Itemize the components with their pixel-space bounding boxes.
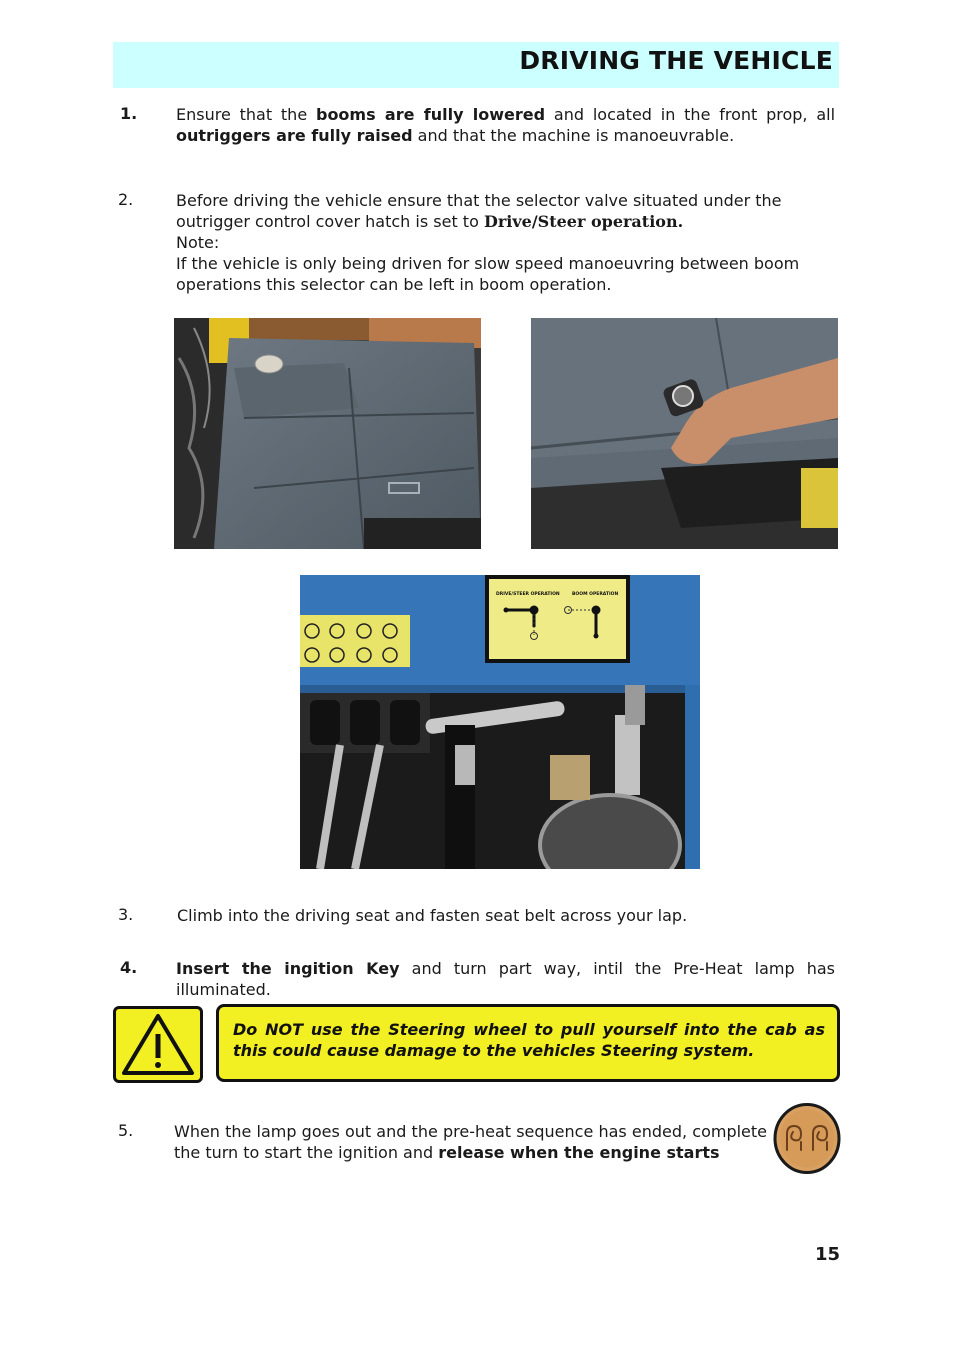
step-1-text: Ensure that the booms are fully lowered and located in the front prop, all outriggers are fully raised and that the machine is manoeuvrable.	[176, 105, 836, 145]
page-title: DRIVING THE VEHICLE	[519, 46, 833, 75]
label-boom-operation: BOOM OPERATION	[572, 592, 619, 597]
step-5-text: When the lamp goes out and the pre-heat sequence has ended, complete the turn to start the ignition and release when the engine starts	[174, 1122, 767, 1162]
step-2-number: 2.	[118, 190, 134, 209]
step-2-text: Before driving the vehicle ensure that the selector valve situated under the outrigger control cover hatch is set to Drive/Steer operation. Note: If the vehicle is only being driven for slow speed manoeuvring between boom operations this selector can be left in boom operation.	[176, 191, 800, 294]
page-number: 15	[814, 1244, 840, 1265]
step-4-text: Insert the ingition Key and turn part way, intil the Pre-Heat lamp has illuminated.	[176, 959, 835, 999]
warning-triangle-icon	[113, 1006, 203, 1083]
selector-valve-photo	[300, 575, 700, 869]
step-1-number: 1.	[120, 104, 138, 123]
cover-hatch-photo	[174, 318, 481, 549]
opening-hatch-photo	[531, 318, 838, 549]
step-3-text: Climb into the driving seat and fasten seat belt across your lap.	[177, 906, 688, 925]
preheat-coil-icon	[773, 1102, 841, 1175]
warning-text: Do NOT use the Steering wheel to pull yourself into the cab as this could cause damage to the vehicles Steering system.	[233, 1020, 825, 1060]
label-drive-steer-operation: DRIVE/STEER OPERATION	[496, 592, 560, 597]
step-5-number: 5.	[118, 1121, 134, 1140]
step-4-number: 4.	[120, 958, 138, 977]
page-header	[113, 42, 839, 88]
step-3-number: 3.	[118, 905, 134, 924]
warning-box	[216, 1004, 840, 1082]
